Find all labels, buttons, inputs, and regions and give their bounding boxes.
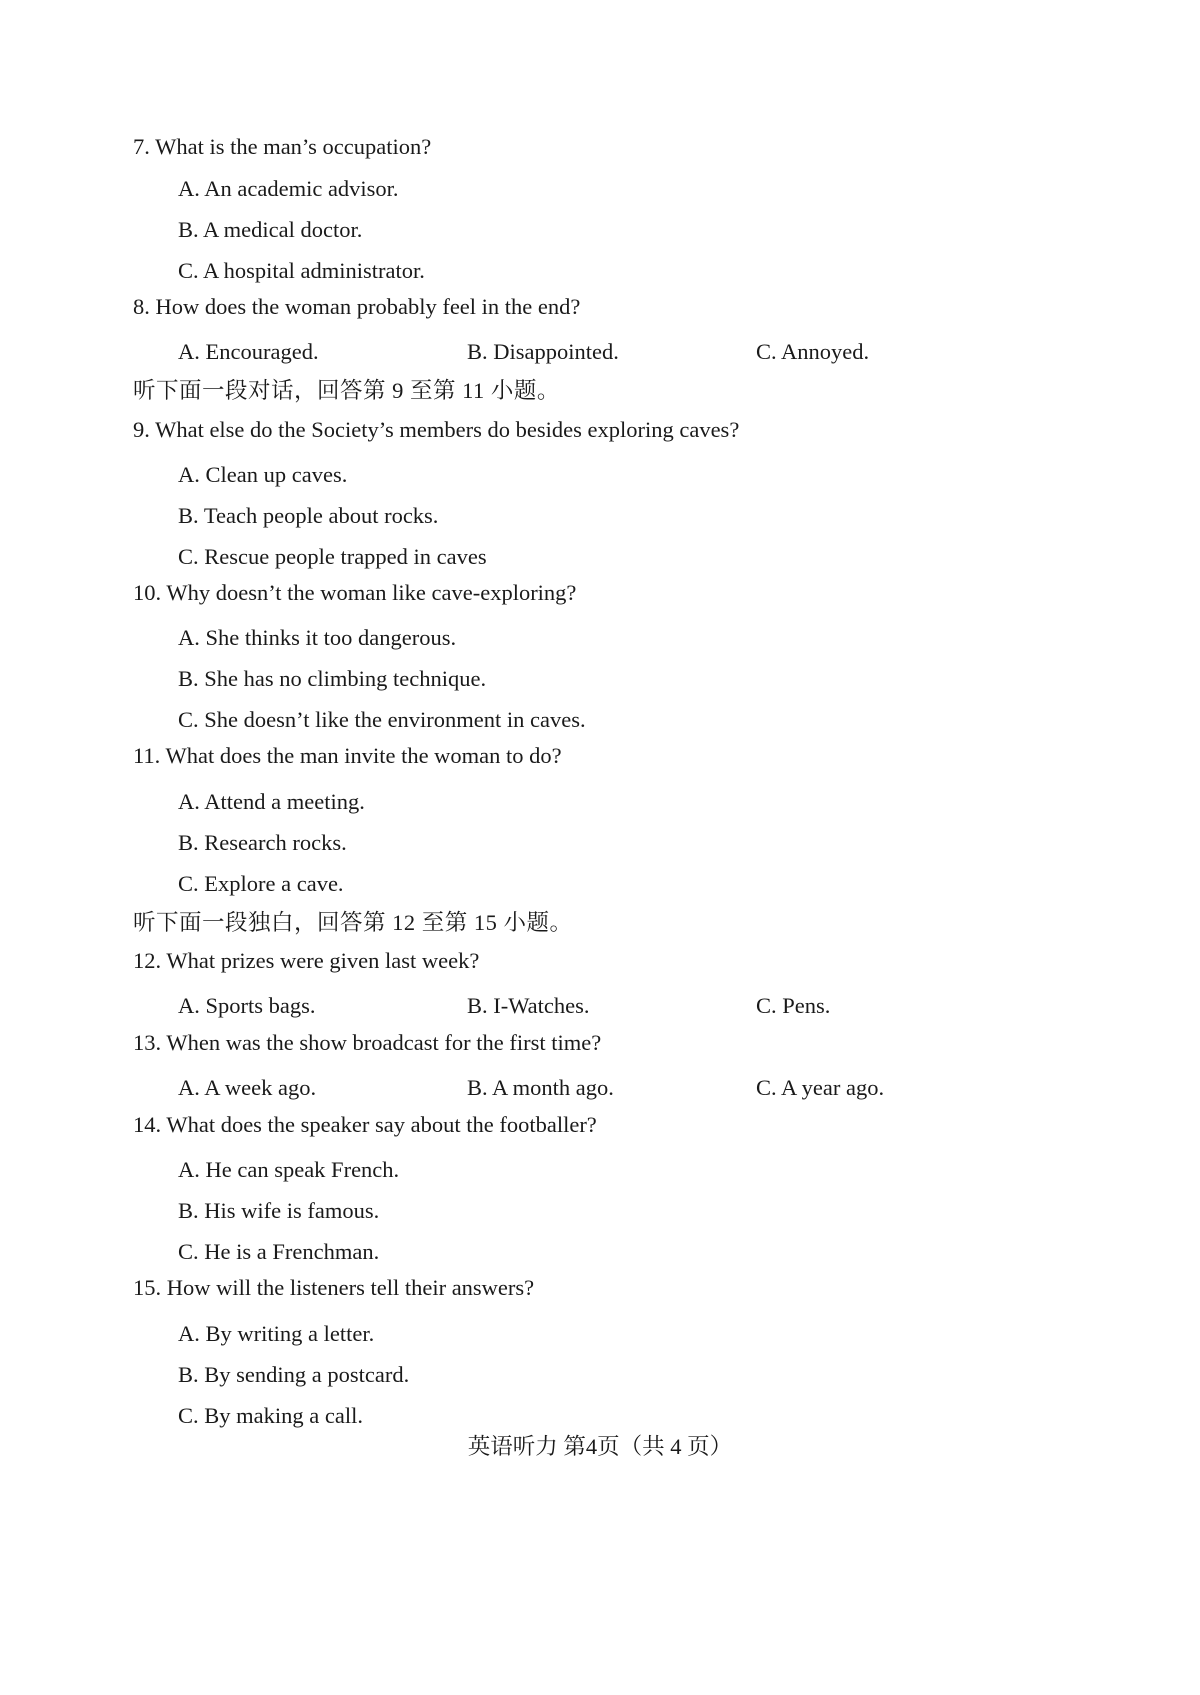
option-8a: A. Encouraged. <box>178 339 319 364</box>
option-10a: A. She thinks it too dangerous. <box>178 625 457 650</box>
option-13b: B. A month ago. <box>467 1075 614 1100</box>
option-10b: B. She has no climbing technique. <box>178 666 487 691</box>
page-footer: 英语听力 第4页（共 4 页） <box>467 1434 733 1459</box>
question-13: 13. When was the show broadcast for the first time? <box>133 1030 602 1055</box>
option-12b: B. I-Watches. <box>467 993 590 1018</box>
section-heading-dialogue: 听下面一段对话，回答第 9 至第 11 小题。 <box>133 378 560 403</box>
option-7b: B. A medical doctor. <box>178 217 363 242</box>
question-12: 12. What prizes were given last week? <box>133 948 480 973</box>
question-14: 14. What does the speaker say about the footballer? <box>133 1112 597 1137</box>
question-10: 10. Why doesn’t the woman like cave-exploring? <box>133 580 577 605</box>
question-11: 11. What does the man invite the woman to do? <box>133 743 562 768</box>
option-7c: C. A hospital administrator. <box>178 258 425 283</box>
option-8c: C. Annoyed. <box>756 339 870 364</box>
option-15b: B. By sending a postcard. <box>178 1362 410 1387</box>
option-14b: B. His wife is famous. <box>178 1198 380 1223</box>
option-12a: A. Sports bags. <box>178 993 316 1018</box>
question-7: 7. What is the man’s occupation? <box>133 134 432 159</box>
option-9a: A. Clean up caves. <box>178 462 348 487</box>
option-10c: C. She doesn’t like the environment in caves. <box>178 707 586 732</box>
option-11c: C. Explore a cave. <box>178 871 344 896</box>
option-15a: A. By writing a letter. <box>178 1321 375 1346</box>
option-11b: B. Research rocks. <box>178 830 347 855</box>
option-11a: A. Attend a meeting. <box>178 789 365 814</box>
option-7a: A. An academic advisor. <box>178 176 399 201</box>
option-8b: B. Disappointed. <box>467 339 619 364</box>
option-13c: C. A year ago. <box>756 1075 885 1100</box>
question-15: 15. How will the listeners tell their answers? <box>133 1275 535 1300</box>
option-15c: C. By making a call. <box>178 1403 363 1428</box>
question-9: 9. What else do the Society’s members do besides exploring caves? <box>133 417 740 442</box>
option-14c: C. He is a Frenchman. <box>178 1239 380 1264</box>
section-heading-monologue: 听下面一段独白，回答第 12 至第 15 小题。 <box>133 910 573 935</box>
option-14a: A. He can speak French. <box>178 1157 400 1182</box>
option-9b: B. Teach people about rocks. <box>178 503 439 528</box>
option-13a: A. A week ago. <box>178 1075 317 1100</box>
option-9c: C. Rescue people trapped in caves <box>178 544 487 569</box>
option-12c: C. Pens. <box>756 993 831 1018</box>
question-8: 8. How does the woman probably feel in the end? <box>133 294 581 319</box>
